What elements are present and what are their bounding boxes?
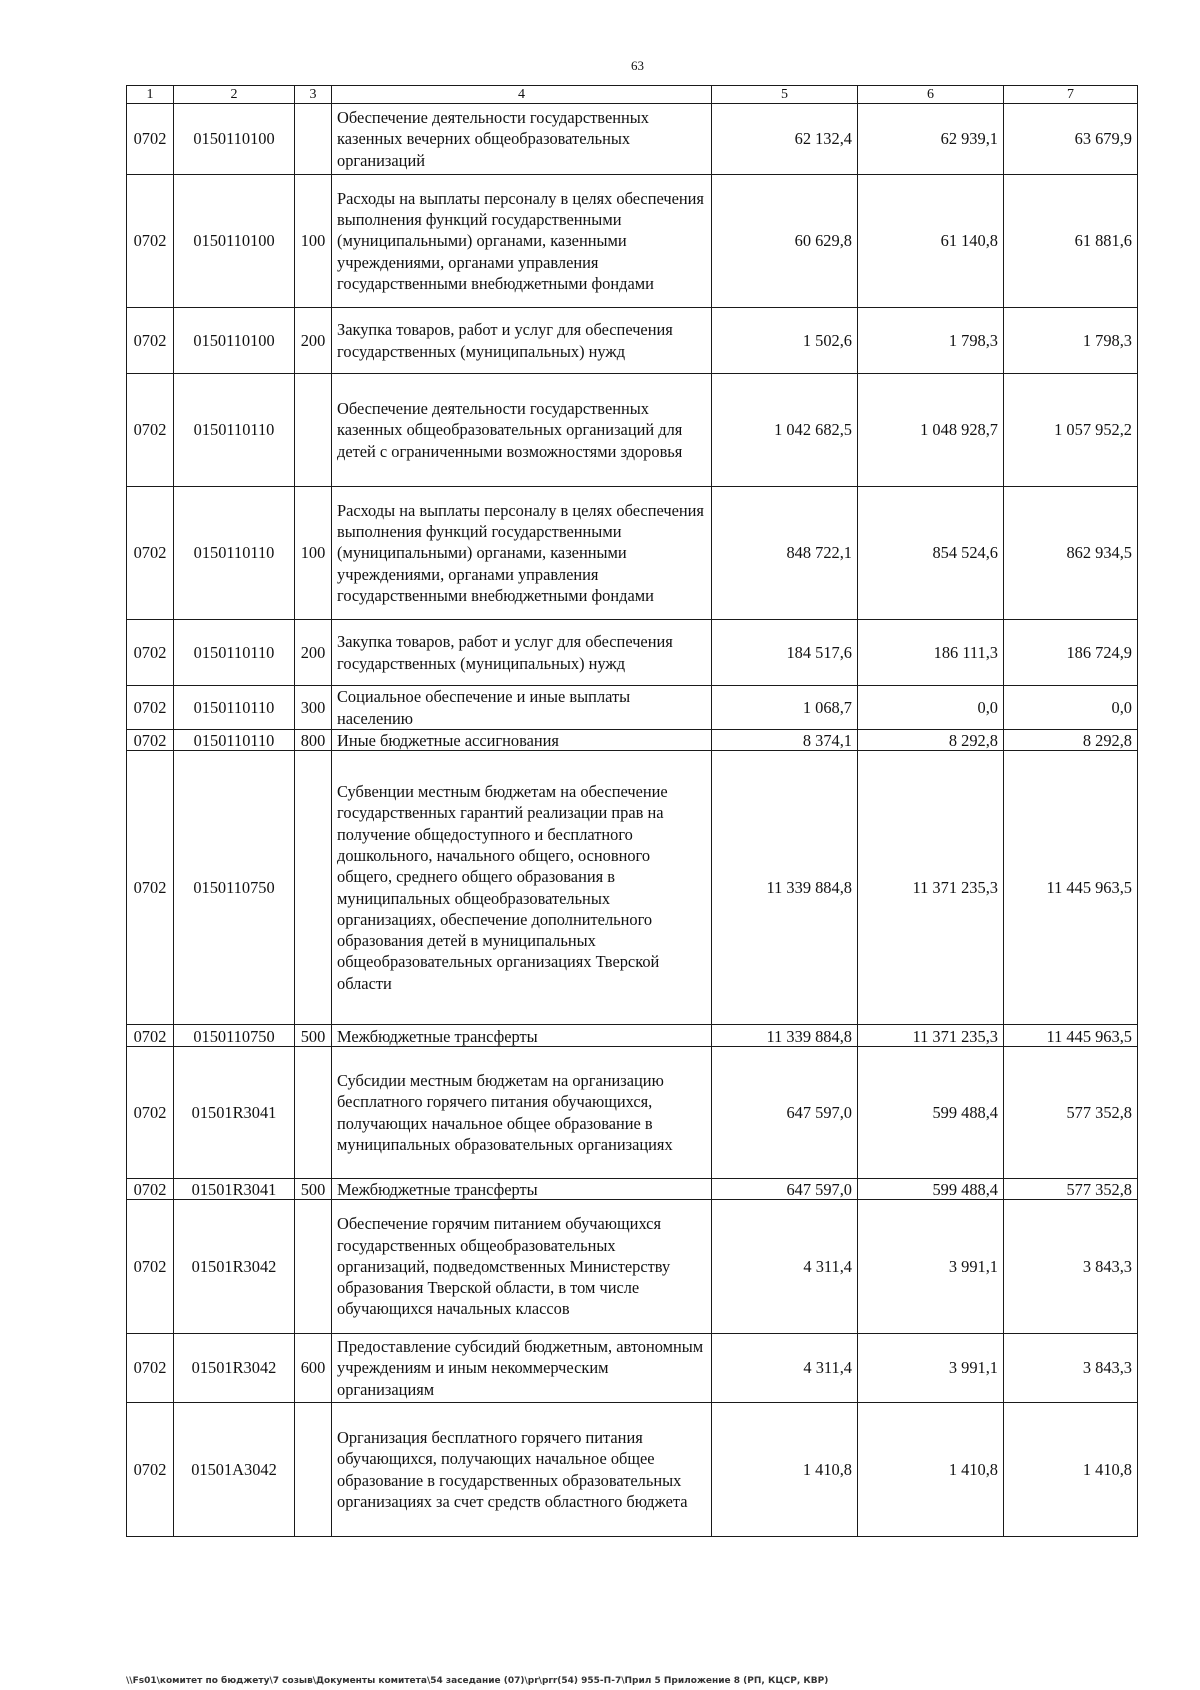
- amount-year-3: 862 934,5: [1004, 487, 1138, 620]
- expense-kind: [295, 374, 332, 487]
- table-row: [127, 1403, 1138, 1537]
- section-code: 0702: [127, 374, 174, 487]
- column-header: 3: [295, 86, 332, 104]
- amount-year-2: 1 798,3: [858, 308, 1004, 374]
- target-code: 0150110110: [174, 487, 295, 620]
- section-code: 0702: [127, 686, 174, 730]
- row-description: Обеспечение горячим питанием обучающихся государственных общеобразовательных организаций, подведомственных Министерству образования Тверской области, в том числе обучающихся начальных классов: [332, 1200, 712, 1334]
- target-code: 0150110100: [174, 104, 295, 175]
- amount-year-3: 3 843,3: [1004, 1200, 1138, 1334]
- amount-year-1: 62 132,4: [712, 104, 858, 175]
- budget-table: [126, 85, 1138, 1537]
- file-path-footer: \\Fs01\комитет по бюджету\7 созыв\Документы комитета\54 заседание (07)\рr\prr(54) 955-П-7\Прил 5 Приложение 8 (РП, КЦСР, КВР): [126, 1676, 829, 1686]
- column-header: 5: [712, 86, 858, 104]
- target-code: 01501A3042: [174, 1403, 295, 1537]
- section-code: 0702: [127, 1200, 174, 1334]
- table-row: [127, 374, 1138, 487]
- column-header: 7: [1004, 86, 1138, 104]
- target-code: 0150110100: [174, 175, 295, 308]
- amount-year-3: 11 445 963,5: [1004, 1025, 1138, 1047]
- table-row: [127, 1179, 1138, 1200]
- amount-year-1: 4 311,4: [712, 1200, 858, 1334]
- expense-kind: 300: [295, 686, 332, 730]
- amount-year-1: 647 597,0: [712, 1047, 858, 1179]
- target-code: 0150110110: [174, 620, 295, 686]
- row-description: Субвенции местным бюджетам на обеспечение государственных гарантий реализации прав на получение общедоступного и бесплатного дошкольного, начального общего, основного общего, среднего общего образования в муниципальных общеобразовательных организациях, обеспечение дополнительного образования детей в муниципальных общеобразовательных организациях Тверской области: [332, 751, 712, 1025]
- amount-year-3: 1 798,3: [1004, 308, 1138, 374]
- table-row: [127, 1047, 1138, 1179]
- column-header: 2: [174, 86, 295, 104]
- amount-year-3: 186 724,9: [1004, 620, 1138, 686]
- row-description: Закупка товаров, работ и услуг для обеспечения государственных (муниципальных) нужд: [332, 620, 712, 686]
- section-code: 0702: [127, 487, 174, 620]
- row-description: Межбюджетные трансферты: [332, 1025, 712, 1047]
- expense-kind: 100: [295, 175, 332, 308]
- row-description: Субсидии местным бюджетам на организацию бесплатного горячего питания обучающихся, получающих начальное общее образование в муниципальных образовательных организациях: [332, 1047, 712, 1179]
- section-code: 0702: [127, 1334, 174, 1403]
- amount-year-2: 186 111,3: [858, 620, 1004, 686]
- amount-year-2: 8 292,8: [858, 730, 1004, 751]
- amount-year-1: 184 517,6: [712, 620, 858, 686]
- table-row: [127, 308, 1138, 374]
- expense-kind: [295, 1200, 332, 1334]
- amount-year-1: 647 597,0: [712, 1179, 858, 1200]
- amount-year-1: 8 374,1: [712, 730, 858, 751]
- target-code: 0150110110: [174, 374, 295, 487]
- expense-kind: 800: [295, 730, 332, 751]
- expense-kind: 100: [295, 487, 332, 620]
- target-code: 01501R3041: [174, 1047, 295, 1179]
- amount-year-2: 599 488,4: [858, 1047, 1004, 1179]
- amount-year-3: 577 352,8: [1004, 1047, 1138, 1179]
- target-code: 01501R3042: [174, 1334, 295, 1403]
- column-header: 1: [127, 86, 174, 104]
- amount-year-1: 1 068,7: [712, 686, 858, 730]
- section-code: 0702: [127, 620, 174, 686]
- section-code: 0702: [127, 1025, 174, 1047]
- amount-year-2: 1 048 928,7: [858, 374, 1004, 487]
- amount-year-3: 61 881,6: [1004, 175, 1138, 308]
- row-description: Расходы на выплаты персоналу в целях обеспечения выполнения функций государственными (муниципальными) органами, казенными учреждениями, органами управления государственными внебюджетными фондами: [332, 487, 712, 620]
- row-description: Обеспечение деятельности государственных казенных вечерних общеобразовательных организаций: [332, 104, 712, 175]
- table-row: [127, 1334, 1138, 1403]
- row-description: Организация бесплатного горячего питания обучающихся, получающих начальное общее образование в государственных образовательных организациях за счет средств областного бюджета: [332, 1403, 712, 1537]
- target-code: 0150110100: [174, 308, 295, 374]
- amount-year-3: 8 292,8: [1004, 730, 1138, 751]
- amount-year-3: 1 057 952,2: [1004, 374, 1138, 487]
- section-code: 0702: [127, 1179, 174, 1200]
- amount-year-1: 1 502,6: [712, 308, 858, 374]
- column-header: 4: [332, 86, 712, 104]
- table-row: [127, 1025, 1138, 1047]
- section-code: 0702: [127, 104, 174, 175]
- amount-year-3: 0,0: [1004, 686, 1138, 730]
- row-description: Предоставление субсидий бюджетным, автономным учреждениям и иным некоммерческим организациям: [332, 1334, 712, 1403]
- expense-kind: [295, 104, 332, 175]
- section-code: 0702: [127, 1047, 174, 1179]
- section-code: 0702: [127, 751, 174, 1025]
- expense-kind: 500: [295, 1179, 332, 1200]
- amount-year-3: 577 352,8: [1004, 1179, 1138, 1200]
- amount-year-2: 62 939,1: [858, 104, 1004, 175]
- target-code: 0150110110: [174, 730, 295, 751]
- amount-year-1: 11 339 884,8: [712, 1025, 858, 1047]
- expense-kind: 200: [295, 620, 332, 686]
- amount-year-1: 4 311,4: [712, 1334, 858, 1403]
- section-code: 0702: [127, 308, 174, 374]
- amount-year-2: 11 371 235,3: [858, 1025, 1004, 1047]
- expense-kind: 600: [295, 1334, 332, 1403]
- amount-year-1: 1 410,8: [712, 1403, 858, 1537]
- amount-year-1: 848 722,1: [712, 487, 858, 620]
- row-description: Иные бюджетные ассигнования: [332, 730, 712, 751]
- expense-kind: 500: [295, 1025, 332, 1047]
- table-row: [127, 751, 1138, 1025]
- table-row: [127, 104, 1138, 175]
- amount-year-3: 11 445 963,5: [1004, 751, 1138, 1025]
- amount-year-3: 3 843,3: [1004, 1334, 1138, 1403]
- table-row: [127, 620, 1138, 686]
- section-code: 0702: [127, 175, 174, 308]
- row-description: Межбюджетные трансферты: [332, 1179, 712, 1200]
- amount-year-2: 3 991,1: [858, 1200, 1004, 1334]
- target-code: 01501R3041: [174, 1179, 295, 1200]
- amount-year-3: 1 410,8: [1004, 1403, 1138, 1537]
- target-code: 0150110750: [174, 751, 295, 1025]
- expense-kind: [295, 751, 332, 1025]
- section-code: 0702: [127, 730, 174, 751]
- target-code: 01501R3042: [174, 1200, 295, 1334]
- amount-year-2: 1 410,8: [858, 1403, 1004, 1537]
- table-row: [127, 1200, 1138, 1334]
- amount-year-3: 63 679,9: [1004, 104, 1138, 175]
- expense-kind: 200: [295, 308, 332, 374]
- amount-year-2: 11 371 235,3: [858, 751, 1004, 1025]
- expense-kind: [295, 1403, 332, 1537]
- amount-year-1: 11 339 884,8: [712, 751, 858, 1025]
- page-number: 63: [631, 58, 644, 73]
- table-row: [127, 175, 1138, 308]
- amount-year-2: 599 488,4: [858, 1179, 1004, 1200]
- amount-year-2: 854 524,6: [858, 487, 1004, 620]
- column-header: 6: [858, 86, 1004, 104]
- row-description: Обеспечение деятельности государственных казенных общеобразовательных организаций для детей с ограниченными возможностями здоровья: [332, 374, 712, 487]
- amount-year-2: 3 991,1: [858, 1334, 1004, 1403]
- section-code: 0702: [127, 1403, 174, 1537]
- amount-year-1: 1 042 682,5: [712, 374, 858, 487]
- table-row: [127, 686, 1138, 730]
- row-description: Закупка товаров, работ и услуг для обеспечения государственных (муниципальных) нужд: [332, 308, 712, 374]
- row-description: Расходы на выплаты персоналу в целях обеспечения выполнения функций государственными (муниципальными) органами, казенными учреждениями, органами управления государственными внебюджетными фондами: [332, 175, 712, 308]
- amount-year-1: 60 629,8: [712, 175, 858, 308]
- header-row: [127, 86, 1138, 104]
- row-description: Социальное обеспечение и иные выплаты населению: [332, 686, 712, 730]
- table-row: [127, 487, 1138, 620]
- table-row: [127, 730, 1138, 751]
- target-code: 0150110750: [174, 1025, 295, 1047]
- amount-year-2: 61 140,8: [858, 175, 1004, 308]
- amount-year-2: 0,0: [858, 686, 1004, 730]
- target-code: 0150110110: [174, 686, 295, 730]
- expense-kind: [295, 1047, 332, 1179]
